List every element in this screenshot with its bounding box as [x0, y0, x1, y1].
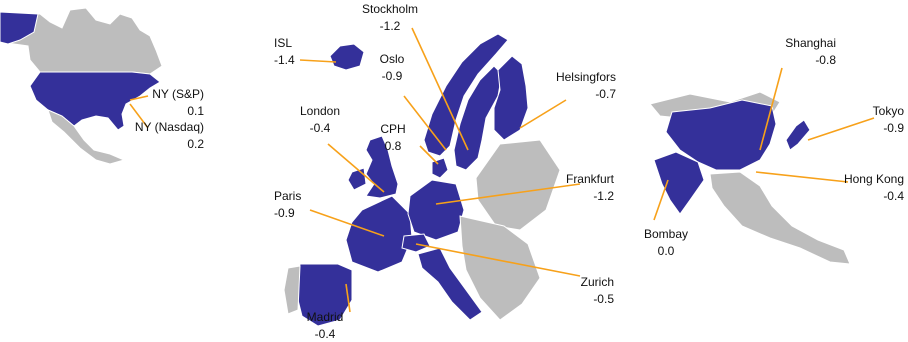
- finland-shape: [494, 56, 528, 140]
- index-value: 0.8: [384, 139, 402, 153]
- ireland-shape: [348, 168, 366, 190]
- city-name: CPH: [380, 122, 406, 136]
- city-name: London: [299, 104, 341, 118]
- index-value: -1.4: [274, 53, 295, 67]
- city-name: Paris: [274, 189, 302, 203]
- label-hong-kong: [826, 171, 904, 205]
- index-value: -0.7: [595, 87, 616, 101]
- index-value: 0.2: [187, 137, 204, 151]
- city-name: Tokyo: [872, 104, 904, 118]
- label-ny-sp: [140, 86, 204, 120]
- city-name: Bombay: [643, 227, 689, 241]
- india-shape: [654, 152, 704, 214]
- germany-shape: [408, 180, 464, 240]
- label-cph: [376, 121, 410, 155]
- label-tokyo: [848, 103, 904, 137]
- label-frankfurt: [546, 171, 614, 205]
- index-value: -0.8: [815, 53, 836, 67]
- index-value: -0.4: [314, 327, 336, 341]
- city-name: Madrid: [306, 310, 344, 324]
- label-helsingfors: [536, 69, 616, 103]
- iceland-shape: [330, 44, 364, 70]
- label-oslo: [374, 51, 410, 85]
- arrow-isl: [300, 60, 336, 62]
- label-isl: [274, 35, 295, 69]
- switzerland-shape: [402, 234, 430, 252]
- city-name: Shanghai: [785, 36, 836, 50]
- index-value: -0.4: [309, 121, 331, 135]
- index-value: -1.2: [379, 19, 401, 33]
- index-value: -0.5: [593, 292, 614, 306]
- index-value: 0.0: [657, 244, 675, 258]
- europe-region: [284, 34, 560, 326]
- label-bombay: [626, 226, 706, 260]
- city-name: Oslo: [379, 52, 405, 66]
- city-name: ISL: [274, 36, 293, 50]
- label-london: [294, 103, 346, 137]
- arrow-bombay: [654, 180, 668, 220]
- city-name: Zurich: [580, 275, 614, 289]
- city-name: Hong Kong: [843, 172, 904, 186]
- japan-shape: [786, 120, 810, 150]
- index-value: -0.9: [274, 206, 295, 220]
- portugal-shape: [284, 266, 300, 314]
- label-zurich: [560, 274, 614, 308]
- index-value: -0.9: [883, 121, 904, 135]
- city-name: Frankfurt: [565, 172, 614, 186]
- label-ny-nasdaq: [134, 119, 204, 153]
- label-shanghai: [768, 35, 836, 69]
- label-madrid: [296, 309, 354, 342]
- city-name: NY (S&P): [152, 87, 204, 101]
- index-value: 0.1: [187, 104, 204, 118]
- index-value: -0.4: [883, 189, 904, 203]
- index-value: -0.9: [381, 69, 403, 83]
- label-paris: [274, 188, 301, 222]
- label-stockholm: [344, 1, 436, 35]
- city-name: Stockholm: [361, 2, 419, 16]
- city-name: NY (Nasdaq): [134, 120, 204, 134]
- city-name: Helsingfors: [555, 70, 616, 84]
- index-value: -1.2: [593, 189, 614, 203]
